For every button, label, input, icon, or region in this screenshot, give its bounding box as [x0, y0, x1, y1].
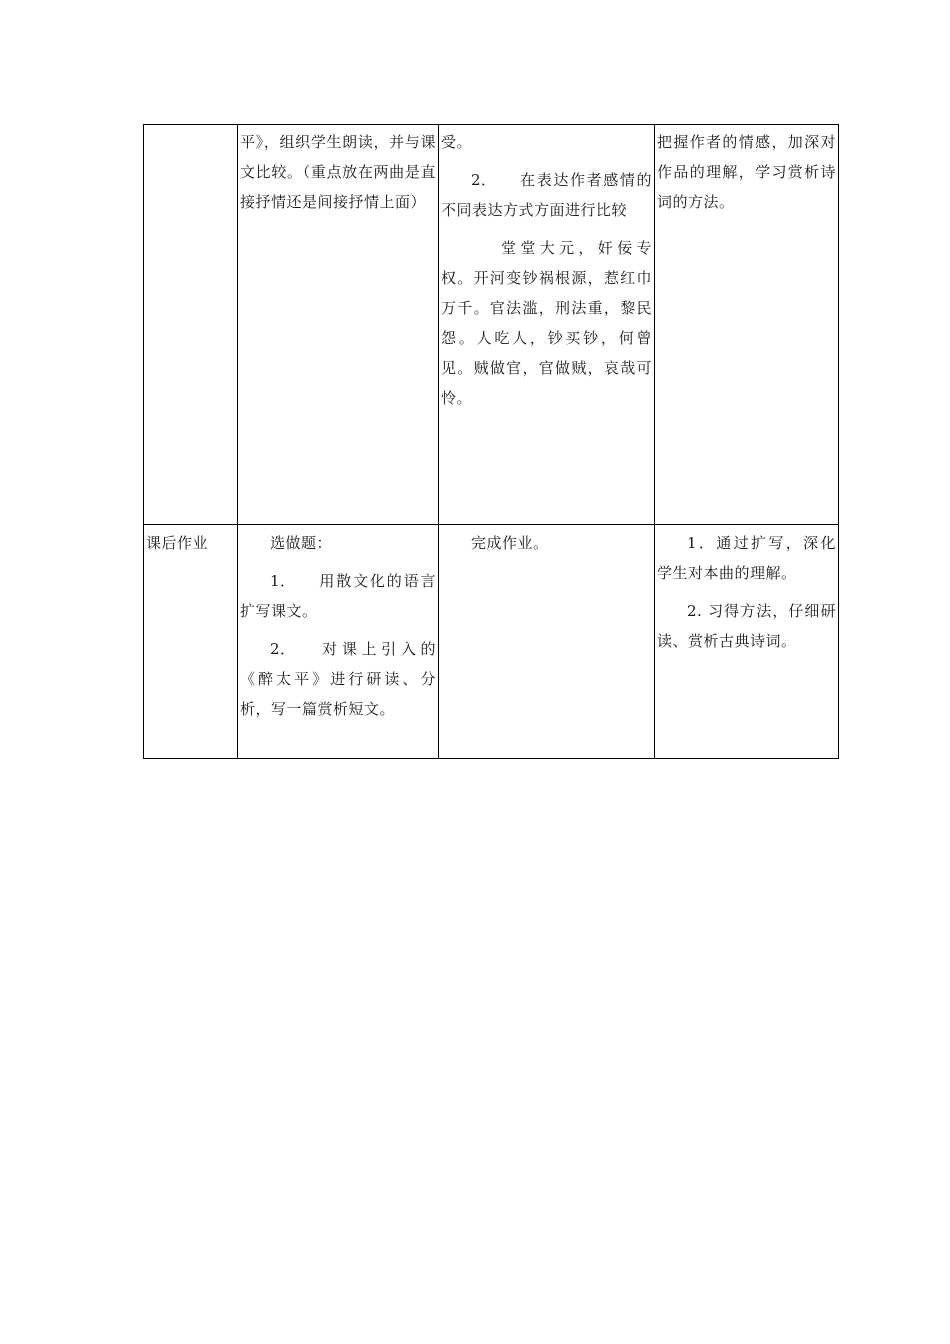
design-intent-item: 1．通过扩写，深化学生对本曲的理解。 — [657, 534, 836, 582]
student-activity-cell — [439, 125, 655, 525]
student-activity-cell — [439, 525, 655, 759]
poem-text: 堂堂大元，奸佞专权。开河变钞祸根源，惹红巾万千。官法滥，刑法重，黎民怨。人吃人，钞买钞，何曾见。贼做官，官做贼，哀哉可怜。 — [441, 239, 652, 407]
design-intent-item: 2. 习得方法，仔细研读、赏析古典诗词。 — [657, 602, 836, 650]
item-number: 2． — [471, 171, 497, 189]
teacher-activity-cell — [238, 525, 439, 759]
design-intent-cell — [655, 125, 839, 525]
teacher-activity-cell — [238, 125, 439, 525]
design-intent-cell — [655, 525, 839, 759]
stage-cell — [144, 525, 238, 759]
homework-item — [240, 566, 436, 626]
item-text: 对课上引入的《醉太平》进行研读、分析，写一篇赏析短文。 — [240, 640, 436, 718]
stage-label: 课后作业 — [146, 534, 209, 552]
lesson-plan-table — [143, 124, 839, 759]
item-number: 1． — [270, 572, 296, 590]
student-activity-line: 受。 — [441, 133, 473, 151]
table-row — [144, 525, 839, 759]
student-activity-item — [441, 165, 652, 225]
student-activity-text: 完成作业。 — [471, 534, 549, 552]
teacher-activity-text: 平》，组织学生朗读，并与课文比较。（重点放在两曲是直接抒情还是间接抒情上面） — [240, 133, 436, 211]
item-number: 2． — [270, 640, 296, 658]
design-intent-text: 把握作者的情感，加深对作品的理解，学习赏析诗词的方法。 — [657, 133, 836, 211]
item-text: 在表达作者感情的不同表达方式方面进行比较 — [441, 171, 652, 219]
homework-heading: 选做题： — [270, 534, 333, 552]
item-text: 用散文化的语言扩写课文。 — [240, 572, 436, 620]
homework-item — [240, 634, 436, 724]
table-row — [144, 125, 839, 525]
stage-cell — [144, 125, 238, 525]
